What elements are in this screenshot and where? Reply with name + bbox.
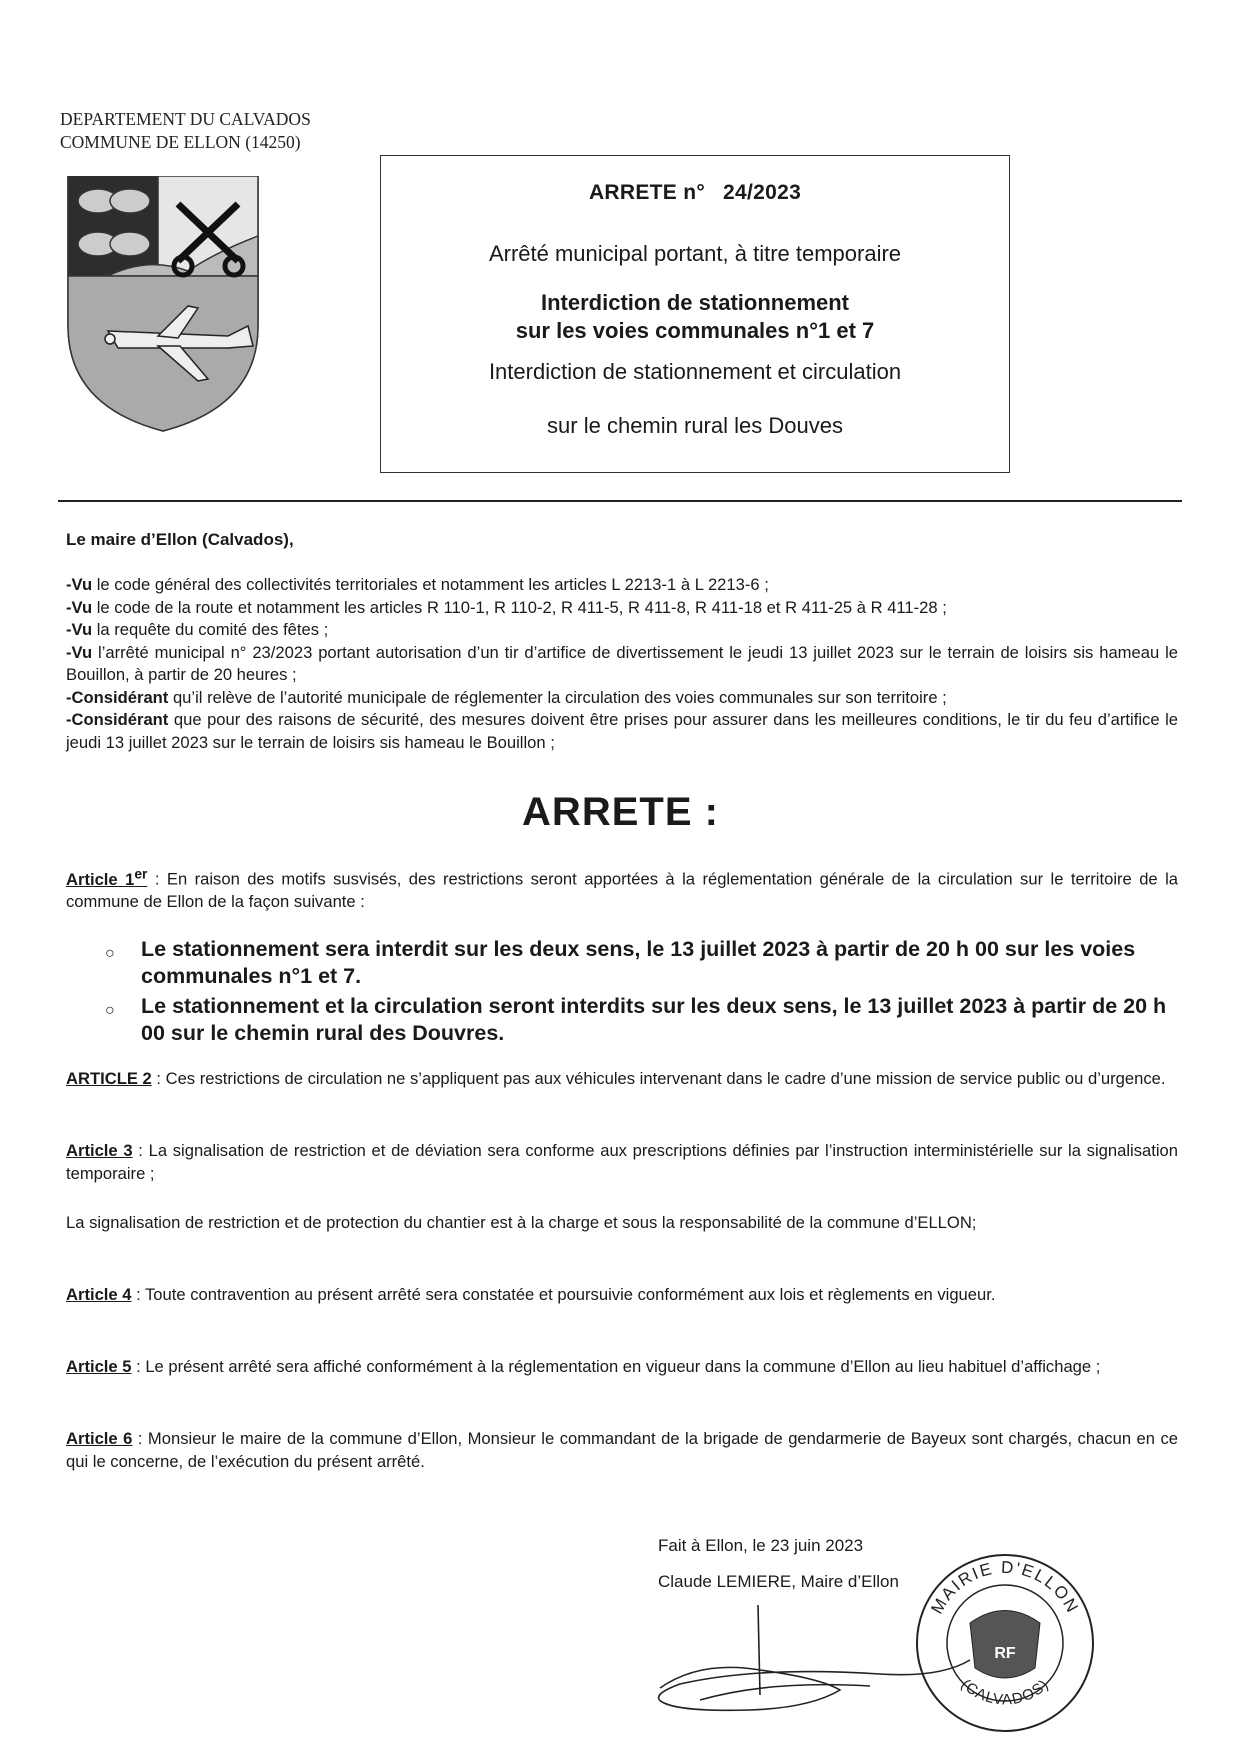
arrete-object-line-2: sur les voies communales n°1 et 7 <box>515 318 875 343</box>
arrete-subtitle: Arrêté municipal portant, à titre temporaire <box>488 241 902 266</box>
consideration-item: -Considérant que pour des raisons de sécurité, des mesures doivent être prises pour assurer dans les meilleures conditions, le tir du feu d’artifice le jeudi 13 juillet 2023 sur le terrain de loisirs sis hameau le Bouillon ; <box>66 710 1178 752</box>
arrete-object-line-3: Interdiction de stationnement et circulation <box>488 359 902 384</box>
restriction-text: Le stationnement et la circulation seront interdits sur les deux sens, le 13 juillet 2023 à partir de 20 h 00 sur le chemin rural des Douvres. <box>141 994 1167 1045</box>
signatory: Claude LEMIERE, Maire d’Ellon <box>658 1572 899 1591</box>
mayor-intro: Le maire d’Ellon (Calvados), <box>66 530 294 549</box>
horizontal-divider <box>58 500 1182 502</box>
article-6-text: : Monsieur le maire de la commune d’Ellon, Monsieur le commandant de la brigade de gendarmerie de Bayeux sont chargés, chacun en ce qui le concerne, de l’exécution du présent arrêté. <box>66 1429 1178 1471</box>
list-item <box>105 936 1180 990</box>
arrete-number-label: ARRETE n° <box>588 181 706 204</box>
article-3-text: : La signalisation de restriction et de déviation sera conforme aux prescriptions définies par l’instruction interministérielle sur la signalisation temporaire ; <box>66 1141 1178 1183</box>
circle-bullet-icon: ○ <box>105 1002 115 1019</box>
header-department-block <box>60 108 311 154</box>
article-4 <box>66 1284 1178 1307</box>
article-2-text: : Ces restrictions de circulation ne s’appliquent pas aux véhicules intervenant dans le cadre d’une mission de service public ou d’urgence. <box>151 1069 1166 1088</box>
article-6 <box>66 1428 1178 1473</box>
consideration-item: -Vu l’arrêté municipal n° 23/2023 portant autorisation d’un tir d’artifice de divertissement le jeudi 13 juillet 2023 sur le terrain de loisirs sis hameau le Bouillon, à partir de 20 heures ; <box>66 642 1178 684</box>
circle-bullet-icon: ○ <box>105 945 115 962</box>
article-2-label: ARTICLE 2 <box>66 1069 152 1088</box>
article-3 <box>66 1140 1178 1185</box>
article-1-label: Article 1er <box>66 865 148 889</box>
restrictions-list <box>105 936 1180 1050</box>
article-6-label: Article 6 <box>66 1429 133 1448</box>
signature-block <box>658 1528 899 1600</box>
place-date: Fait à Ellon, le 23 juin 2023 <box>658 1536 864 1555</box>
list-item <box>105 993 1180 1047</box>
arrete-number-line <box>381 181 1009 205</box>
article-1 <box>66 862 1178 914</box>
arrete-object-line-1: Interdiction de stationnement <box>540 290 850 315</box>
arrete-object <box>381 289 1009 345</box>
article-5-label: Article 5 <box>66 1357 132 1376</box>
arrete-object-line-4: sur le chemin rural les Douves <box>547 413 843 438</box>
article-4-label: Article 4 <box>66 1285 132 1304</box>
arrete-number: 24/2023 <box>723 181 802 204</box>
commune-line: COMMUNE DE ELLON (14250) <box>60 132 301 152</box>
article-5-text: : Le présent arrêté sera affiché conformément à la réglementation en vigueur dans la commune d’Ellon au lieu habituel d’affichage ; <box>131 1357 1101 1376</box>
consideration-item: -Vu le code général des collectivités territoriales et notamment les articles L 2213-1 à L 2213-6 ; <box>66 575 769 594</box>
department-line: DEPARTEMENT DU CALVADOS <box>60 109 311 129</box>
restriction-text: Le stationnement sera interdit sur les deux sens, le 13 juillet 2023 à partir de 20 h 00 sur les voies communales n°1 et 7. <box>141 937 1136 988</box>
article-3-extra: La signalisation de restriction et de protection du chantier est à la charge et sous la responsabilité de la commune d’ELLON; <box>66 1213 977 1232</box>
consideration-item: -Considérant qu’il relève de l’autorité municipale de réglementer la circulation des voies communales sur son territoire ; <box>66 687 947 707</box>
arrete-heading: ARRETE : <box>522 790 719 834</box>
considerations-list <box>66 574 1178 754</box>
title-box <box>380 155 1010 473</box>
svg-text:(CALVADOS) <box>958 1676 1053 1709</box>
commune-coat-of-arms <box>48 176 288 436</box>
consideration-item: -Vu la requête du comité des fêtes ; <box>66 620 329 639</box>
article-1-text: : En raison des motifs susvisés, des restrictions seront apportées à la réglementation générale de la circulation sur le territoire de la commune de Ellon de la façon suivante : <box>66 869 1178 912</box>
article-3-label: Article 3 <box>66 1141 133 1160</box>
stamp-top-text: MAIRIE D'ELLON <box>927 1557 1083 1618</box>
article-4-text: : Toute contravention au présent arrêté sera constatée et poursuivie conformément aux lois et règlements en vigueur. <box>131 1285 996 1304</box>
svg-text:MAIRIE D'ELLON <box>927 1558 1082 1617</box>
stamp-center-text: RF <box>994 1645 1016 1662</box>
mairie-stamp <box>910 1548 1100 1738</box>
stamp-bottom-text: (CALVADOS) <box>957 1675 1053 1709</box>
consideration-item: -Vu le code de la route et notamment les articles R 110-1, R 110-2, R 411-5, R 411-8, R 411-18 et R 411-25 à R 411-28 ; <box>66 597 947 617</box>
article-2 <box>66 1068 1178 1091</box>
article-5 <box>66 1356 1178 1379</box>
